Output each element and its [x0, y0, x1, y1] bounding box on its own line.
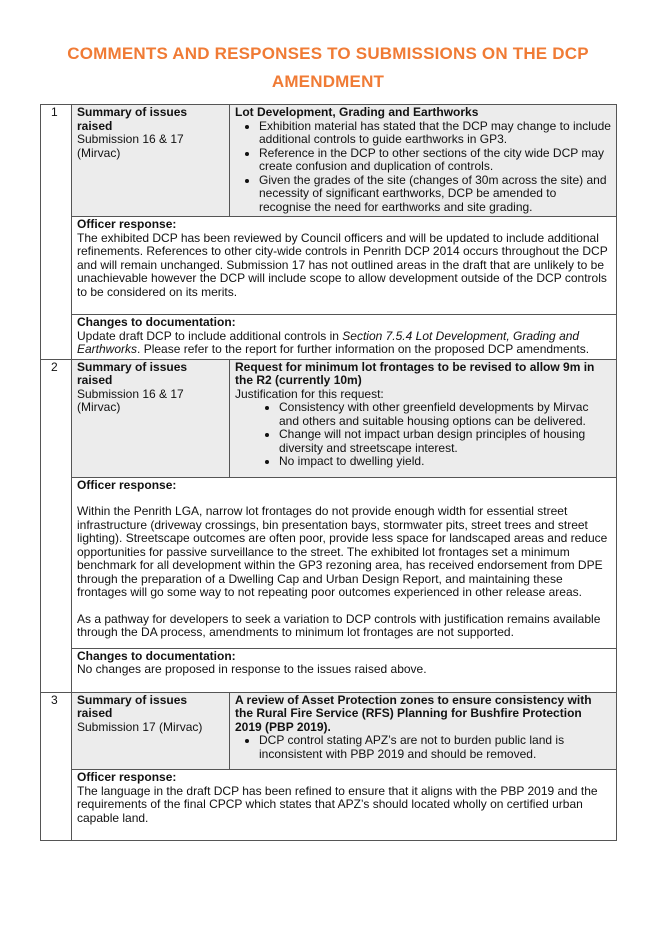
- officer-response-text: The exhibited DCP has been reviewed by Council officers and will be updated to include additional refinements. References to other city-wide controls in Penrith DCP 2014 occurs throughout the DCP and will remain unchanged. Submission 17 has not outlined areas in the draft that are unlikely to be unachievable however the DCP will include scope to allow development outside of the DCP controls to be considered on its merits.: [77, 230, 608, 299]
- item-number: 3: [41, 692, 72, 841]
- officer-response-cell: [72, 477, 617, 648]
- issue-cell: [230, 105, 617, 217]
- changes-text-start: Update draft DCP to include additional controls in: [77, 328, 343, 343]
- submissions-table: [40, 104, 617, 841]
- officer-response-text: Within the Penrith LGA, narrow lot frontages do not provide enough width for essential street infrastructure (driveway crossings, bin presentation bays, stormwater pits, street trees and street lighting). Streetscape outcomes are often poor, provide less space for landscaped areas and reduce opportunities for passive surveillance to the street. The exhibited lot frontages set a minimum benchmark for all development within the GP3 rezoning area, has received endorsement from DPE through the preparation of a Dwelling Cap and Urban Design Report, and maintaining these frontages will go some way to not repeating poor outcomes experienced in other release areas.: [77, 504, 608, 599]
- list-item: • Reference in the DCP to other sections of the city wide DCP may create confusion and duplication of controls.: [259, 147, 611, 174]
- issue-bullets: [235, 401, 611, 469]
- officer-response-text: As a pathway for developers to seek a variation to DCP controls with justification remains available through the DA process, amendments to minimum lot frontages are not supported.: [77, 611, 601, 639]
- issue-cell: [230, 692, 617, 770]
- item-2-officer-row: [41, 477, 617, 648]
- changes-label: Changes to documentation:: [77, 315, 236, 329]
- issue-title: A review of Asset Protection zones to ensure consistency with the Rural Fire Service (RFS) Planning for Bushfire Protection 2019 (PBP 2019).: [235, 692, 592, 734]
- issue-title: Request for minimum lot frontages to be revised to allow 9m in the R2 (currently 10m): [235, 359, 595, 387]
- list-item: • No impact to dwelling yield.: [279, 455, 611, 469]
- officer-response-label: Officer response:: [77, 217, 177, 231]
- summary-label: Summary of issues raised: [77, 359, 188, 387]
- item-1-changes-row: [41, 315, 617, 360]
- list-item: • DCP control stating APZ’s are not to burden public land is inconsistent with PBP 2019 and should be removed.: [259, 734, 611, 761]
- page-title-line-2: AMENDMENT: [271, 72, 385, 91]
- summary-label: Summary of issues raised: [77, 105, 188, 133]
- officer-response-text: The language in the draft DCP has been refined to ensure that it aligns with the PBP 2019 and the requirements of the final CPCP which states that APZ’s should located wholly on certified urban capable land.: [77, 783, 598, 825]
- item-2-changes-row: [41, 648, 617, 692]
- item-1-officer-row: [41, 217, 617, 315]
- item-number: 1: [41, 105, 72, 360]
- page-title-line-1: COMMENTS AND RESPONSES TO SUBMISSIONS ON THE DCP: [67, 44, 589, 63]
- changes-section-ref: Section 7.5.4 Lot Development, Grading and Earthworks: [77, 328, 580, 356]
- changes-text: [77, 330, 611, 357]
- summary-cell: [72, 359, 230, 477]
- list-item: • Change will not impact urban design principles of housing diversity and streetscape interest.: [279, 428, 611, 455]
- issue-cell: [230, 359, 617, 477]
- item-number: 2: [41, 359, 72, 692]
- changes-text-end: . Please refer to the report for further information on the proposed DCP amendments.: [137, 342, 590, 356]
- issue-title: Lot Development, Grading and Earthworks: [235, 105, 479, 119]
- justification-label: Justification for this request:: [235, 386, 384, 401]
- submission-ref: Submission 16 & 17 (Mirvac): [77, 132, 184, 160]
- summary-cell: [72, 692, 230, 770]
- officer-response-cell: [72, 217, 617, 315]
- summary-cell: [72, 105, 230, 217]
- list-item: • Given the grades of the site (changes of 30m across the site) and necessity of significant earthworks, DCP be amended to recognise the need for earthworks and site grading.: [259, 174, 611, 215]
- issue-bullets: [235, 734, 611, 761]
- officer-response-cell: [72, 770, 617, 841]
- issue-bullets: [235, 120, 611, 215]
- item-2-summary-row: [41, 359, 617, 477]
- changes-label: Changes to documentation:: [77, 648, 236, 663]
- submission-ref: Submission 17 (Mirvac): [77, 719, 203, 734]
- list-item: • Consistency with other greenfield developments by Mirvac and others and suitable housing options can be delivered.: [279, 401, 611, 428]
- item-3-officer-row: [41, 770, 617, 841]
- item-3-summary-row: [41, 692, 617, 770]
- item-1-summary-row: [41, 105, 617, 217]
- submission-ref: Submission 16 & 17 (Mirvac): [77, 386, 184, 414]
- changes-cell: [72, 315, 617, 360]
- changes-cell: [72, 648, 617, 692]
- list-item: • Exhibition material has stated that the DCP may change to include additional controls to guide earthworks in GP3.: [259, 120, 611, 147]
- officer-response-label: Officer response:: [77, 477, 177, 492]
- summary-label: Summary of issues raised: [77, 692, 188, 720]
- changes-text: No changes are proposed in response to the issues raised above.: [77, 662, 427, 676]
- officer-response-label: Officer response:: [77, 770, 177, 784]
